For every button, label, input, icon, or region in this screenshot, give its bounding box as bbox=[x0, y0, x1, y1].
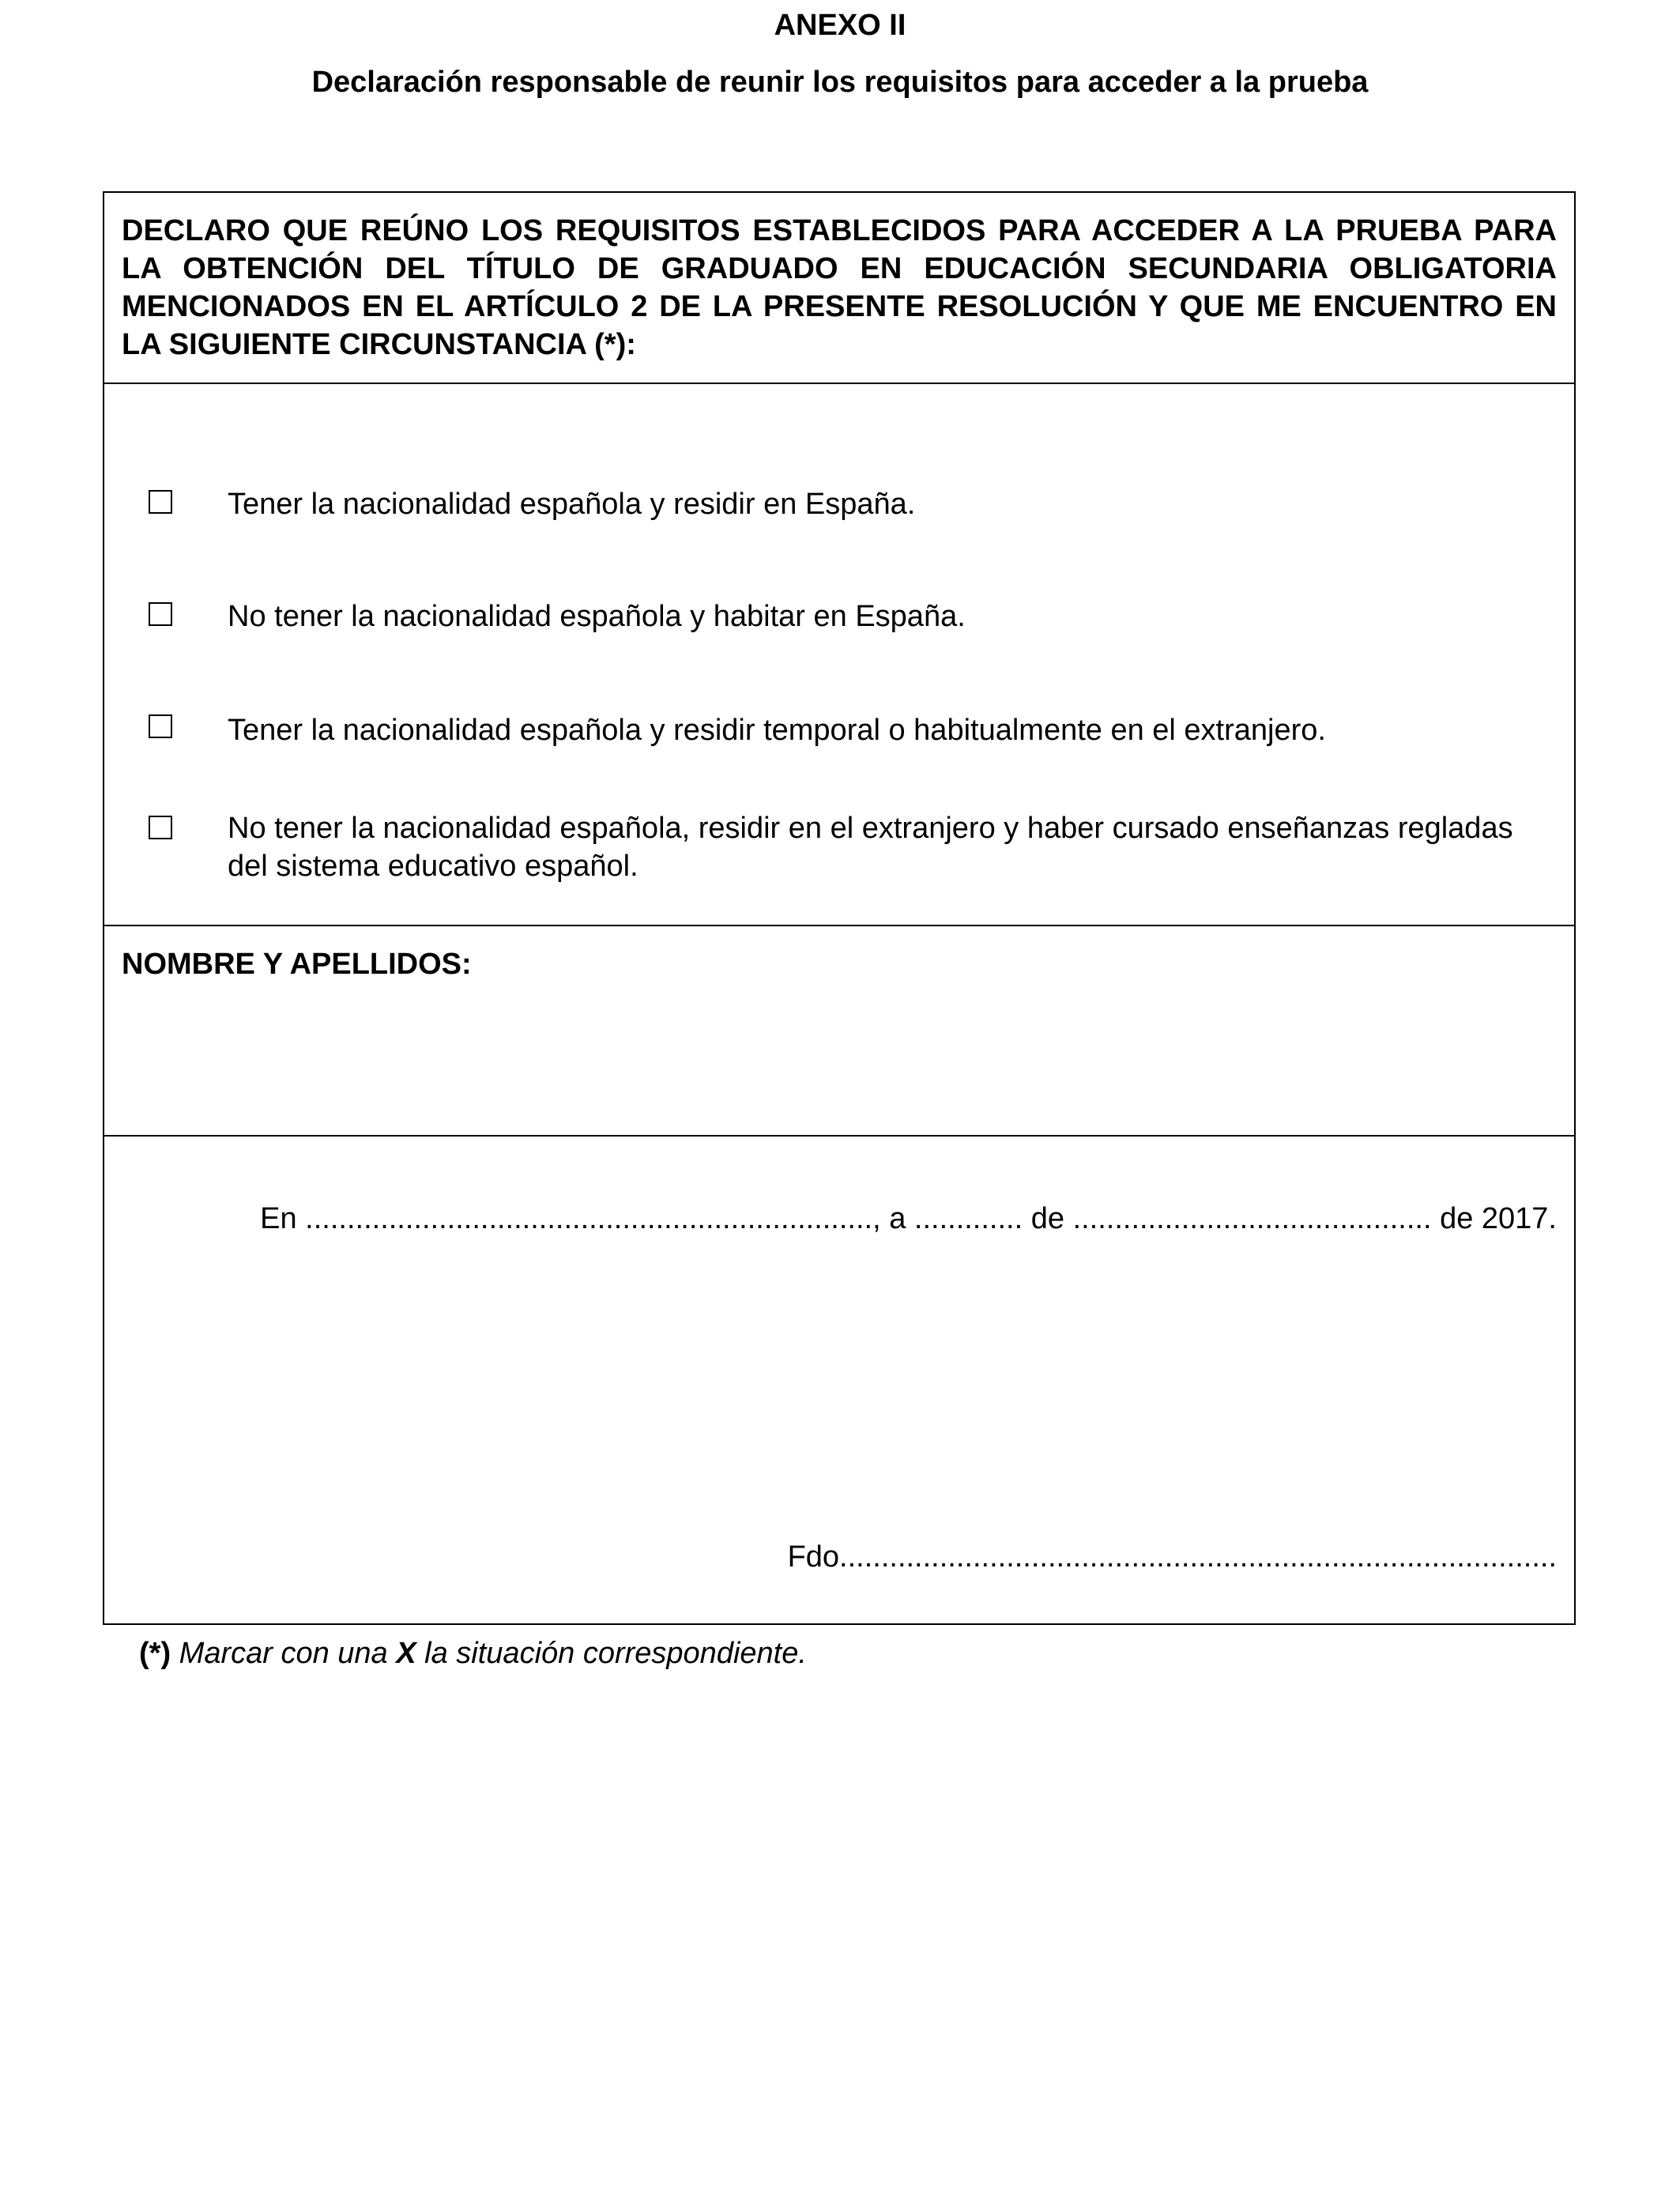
name-field-label: NOMBRE Y APELLIDOS: bbox=[122, 948, 472, 981]
signature-section bbox=[104, 1137, 1574, 1623]
declaration-section bbox=[104, 193, 1574, 384]
signature-line: Fdo...................................................................................... bbox=[787, 1540, 1557, 1574]
checkbox-option-4[interactable] bbox=[149, 816, 172, 839]
checkbox-option-1[interactable] bbox=[149, 490, 172, 514]
option-label: Tener la nacionalidad española y residir temporal o habitualmente en el extranjero. bbox=[228, 714, 1326, 747]
circumstance-options bbox=[104, 384, 1574, 926]
checkbox-option-3[interactable] bbox=[149, 714, 172, 738]
declaration-form bbox=[103, 191, 1576, 1625]
name-section[interactable] bbox=[104, 926, 1574, 1137]
declaration-text: DECLARO QUE REÚNO LOS REQUISITOS ESTABLECIDOS PARA ACCEDER A LA PRUEBA PARA LA OBTENCIÓN DEL TÍTULO DE GRADUADO EN EDUCACIÓN SECUNDARIA OBLIGATORIA MENCIONADOS EN EL ARTÍCULO 2 DE LA PRESENTE RESOLUCIÓN Y QUE ME ENCUENTRO EN LA SIGUIENTE CIRCUNSTANCIA (*): bbox=[122, 214, 1557, 361]
checkbox-option-2[interactable] bbox=[149, 602, 172, 626]
footnote bbox=[139, 1634, 807, 1672]
option-label: No tener la nacionalidad española, residir en el extranjero y haber cursado enseñanzas regladas del sistema educativo español. bbox=[228, 812, 1513, 883]
option-label: No tener la nacionalidad española y habitar en España. bbox=[228, 600, 966, 633]
footnote-text-before: Marcar con una bbox=[171, 1637, 397, 1670]
annex-title: ANEXO II bbox=[774, 9, 906, 42]
footnote-text-after: la situación correspondiente. bbox=[416, 1637, 807, 1670]
footnote-mark: (*) bbox=[139, 1637, 171, 1670]
annex-subtitle: Declaración responsable de reunir los requisitos para acceder a la prueba bbox=[311, 66, 1369, 99]
option-label: Tener la nacionalidad española y residir en España. bbox=[228, 488, 916, 521]
place-date-line: En ...................................................................., a ............. de ........................................... de 2017. bbox=[260, 1202, 1557, 1235]
footnote-x-letter: X bbox=[396, 1637, 416, 1670]
